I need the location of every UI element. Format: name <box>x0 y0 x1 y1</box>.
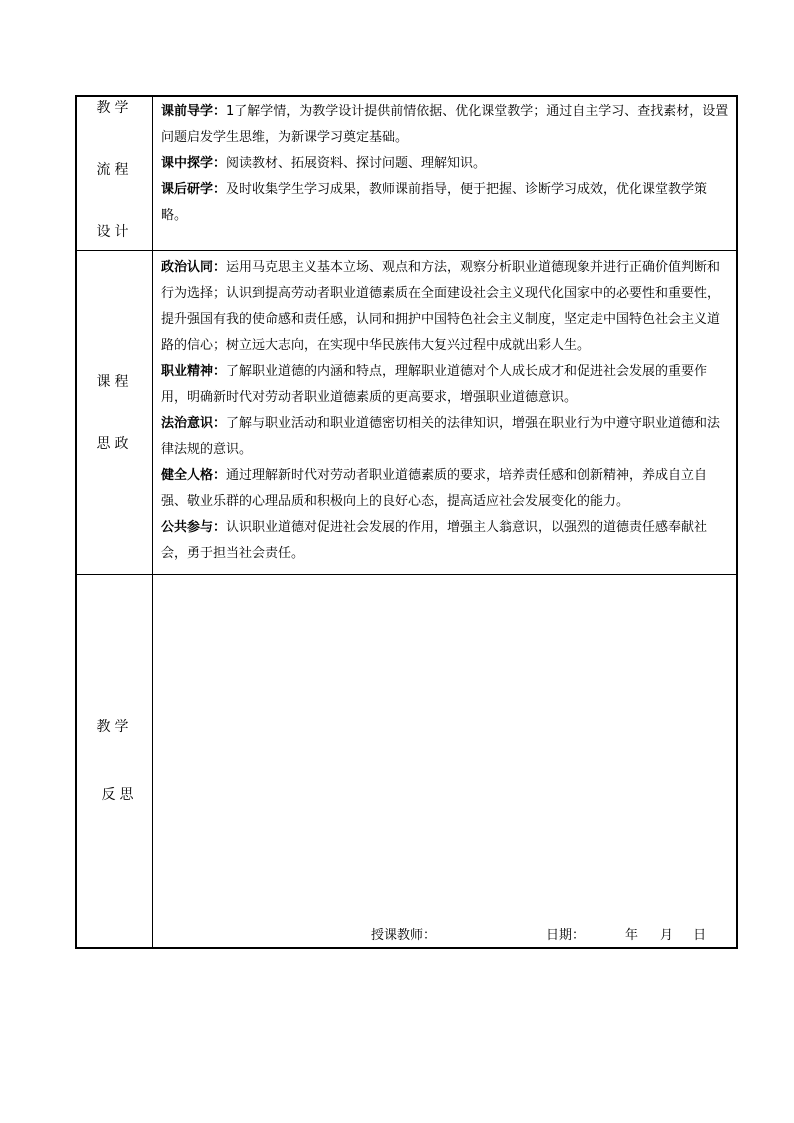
ideology-item-head: 法治意识： <box>161 416 227 431</box>
flow-item-head: 课后研学： <box>161 182 227 197</box>
ideology-item-head: 健全人格： <box>161 468 227 483</box>
flow-label-3: 设计 <box>96 224 133 240</box>
ideology-item-text: 运用马克思主义基本立场、观点和方法，观察分析职业道德现象并进行正确价值判断和行为选择；认识到提高劳动者职业道德素质在全面建设社会主义现代化国家中的必要性和重要性，提升强国有我的使命感和责任感，认同和拥护中国特色社会主义制度，坚定走中国特色社会主义道路的信心；树立远大志向，在实现中华民族伟大复兴过程中成就出彩人生。 <box>161 260 721 353</box>
signature-line <box>371 924 706 943</box>
ideology-item-head: 职业精神： <box>161 364 227 379</box>
ideology-label-1: 课程 <box>96 373 133 390</box>
reflection-label-1: 教学 <box>96 719 133 735</box>
ideology-item <box>161 463 730 515</box>
ideology-item-head: 政治认同： <box>161 260 227 275</box>
lesson-plan-table <box>75 95 738 949</box>
flow-row <box>76 96 737 251</box>
flow-item-text: 及时收集学生学习成果，教师课前指导，便于把握、诊断学习成效，优化课堂教学策略。 <box>161 182 708 223</box>
ideology-item-text: 了解与职业活动和职业道德密切相关的法律知识，增强在职业行为中遵守职业道德和法律法规的意识。 <box>161 416 721 457</box>
ideology-item <box>161 515 730 567</box>
flow-item <box>161 151 730 177</box>
flow-item-head: 课中探学： <box>161 156 227 171</box>
date-label: 日期： <box>546 928 586 943</box>
ideology-label-2: 思政 <box>96 435 133 452</box>
reflection-label-cell <box>76 575 153 949</box>
ideology-item <box>161 359 730 411</box>
ideology-item-text: 通过理解新时代对劳动者职业道德素质的要求，培养责任感和创新精神，养成自立自强、敬业乐群的心理品质和积极向上的良好心态，提高适应社会发展变化的能力。 <box>161 468 708 509</box>
flow-item-text: 1了解学情，为教学设计提供前情依据、优化课堂教学；通过自主学习、查找素材，设置问题启发学生思维，为新课学习奠定基础。 <box>161 104 729 145</box>
reflection-label-2: 反思 <box>101 787 138 803</box>
flow-item-head: 课前导学： <box>161 104 227 119</box>
flow-label-1: 教学 <box>96 100 133 116</box>
flow-item <box>161 99 730 151</box>
ideology-row <box>76 251 737 575</box>
ideology-item-text: 认识职业道德对促进社会发展的作用，增强主人翁意识，以强烈的道德责任感奉献社会，勇于担当社会责任。 <box>161 520 708 561</box>
ideology-content-cell <box>153 251 738 575</box>
flow-content-cell <box>153 96 738 251</box>
ideology-item <box>161 411 730 463</box>
ideology-item-text: 了解职业道德的内涵和特点，理解职业道德对个人成长成才和促进社会发展的重要作用，明确新时代对劳动者职业道德素质的更高要求，增强职业道德意识。 <box>161 364 708 405</box>
reflection-content-cell[interactable] <box>153 575 738 949</box>
day-label: 日 <box>693 928 707 943</box>
flow-item <box>161 177 730 229</box>
flow-item-text: 阅读教材、拓展资料、探讨问题、理解知识。 <box>226 156 487 171</box>
month-label: 月 <box>660 928 674 943</box>
reflection-row <box>76 575 737 949</box>
flow-label-cell <box>76 96 153 251</box>
teacher-label: 授课教师： <box>371 928 437 943</box>
flow-label-2: 流程 <box>96 162 133 178</box>
year-label: 年 <box>625 928 639 943</box>
ideology-item <box>161 255 730 359</box>
ideology-item-head: 公共参与： <box>161 520 227 535</box>
ideology-label-cell <box>76 251 153 575</box>
